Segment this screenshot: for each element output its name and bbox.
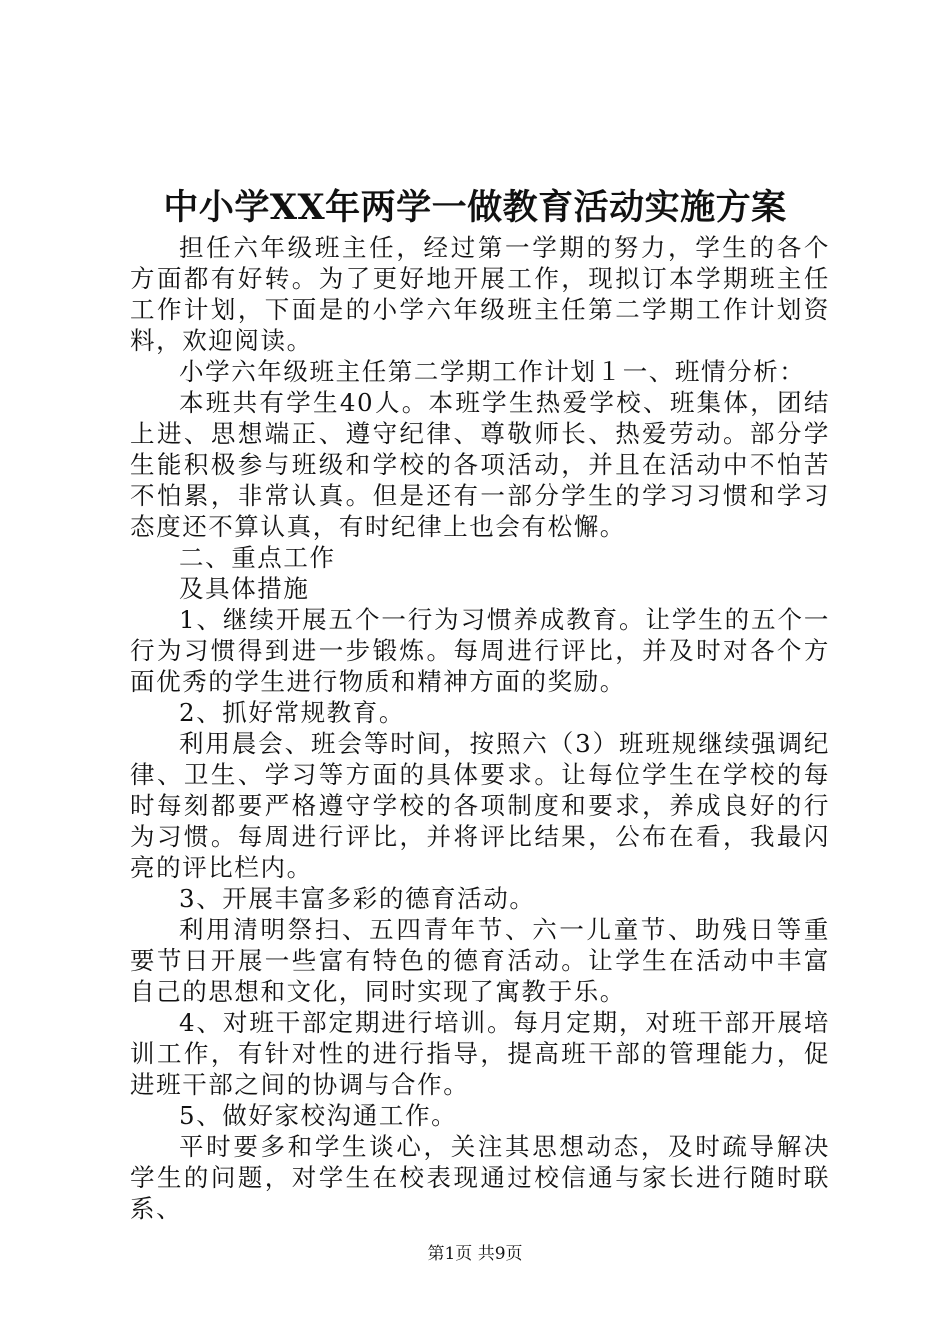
paragraph: 平时要多和学生谈心，关注其思想动态，及时疏导解决学生的问题，对学生在校表现通过校信通与家长进行随时联系、	[130, 1132, 830, 1223]
paragraph: 担任六年级班主任，经过第一学期的努力，学生的各个方面都有好转。为了更好地开展工作，现拟订本学期班主任工作计划，下面是的小学六年级班主任第二学期工作计划资料，欢迎阅读。	[130, 233, 830, 355]
page-footer: 第1页 共9页	[427, 1244, 523, 1264]
document-title: 中小学XX年两学一做教育活动实施方案	[163, 187, 787, 228]
section-heading: 3、开展丰富多彩的德育活动。	[179, 884, 536, 913]
paragraph: 小学六年级班主任第二学期工作计划１一、班情分析：	[179, 357, 806, 386]
paragraph: 本班共有学生40人。本班学生热爱学校、班集体，团结上进、思想端正、遵守纪律、尊敬师长、热爱劳动。部分学生能积极参与班级和学校的各项活动，并且在活动中不怕苦不怕累，非常认真。但是还有一部分学生的学习习惯和学习态度还不算认真，有时纪律上也会有松懈。	[130, 388, 830, 541]
section-heading: 5、做好家校沟通工作。	[179, 1101, 458, 1130]
section-heading: 2、抓好常规教育。	[179, 698, 405, 727]
paragraph: 利用清明祭扫、五四青年节、六一儿童节、助残日等重要节日开展一些富有特色的德育活动。让学生在活动中丰富自己的思想和文化，同时实现了寓教于乐。	[130, 915, 830, 1006]
paragraph: 利用晨会、班会等时间，按照六（3）班班规继续强调纪律、卫生、学习等方面的具体要求。让每位学生在学校的每时每刻都要严格遵守学校的各项制度和要求，养成良好的行为习惯。每周进行评比，并将评比结果，公布在看，我最闪亮的评比栏内。	[130, 729, 830, 882]
section-heading: 及具体措施	[179, 574, 310, 603]
section-heading: 二、重点工作	[179, 543, 336, 572]
paragraph: 1、继续开展五个一行为习惯养成教育。让学生的五个一行为习惯得到进一步锻炼。每周进行评比，并及时对各个方面优秀的学生进行物质和精神方面的奖励。	[130, 605, 830, 696]
document-body	[130, 232, 830, 1224]
paragraph: 4、对班干部定期进行培训。每月定期，对班干部开展培训工作，有针对性的进行指导，提高班干部的管理能力，促进班干部之间的协调与合作。	[130, 1008, 830, 1099]
